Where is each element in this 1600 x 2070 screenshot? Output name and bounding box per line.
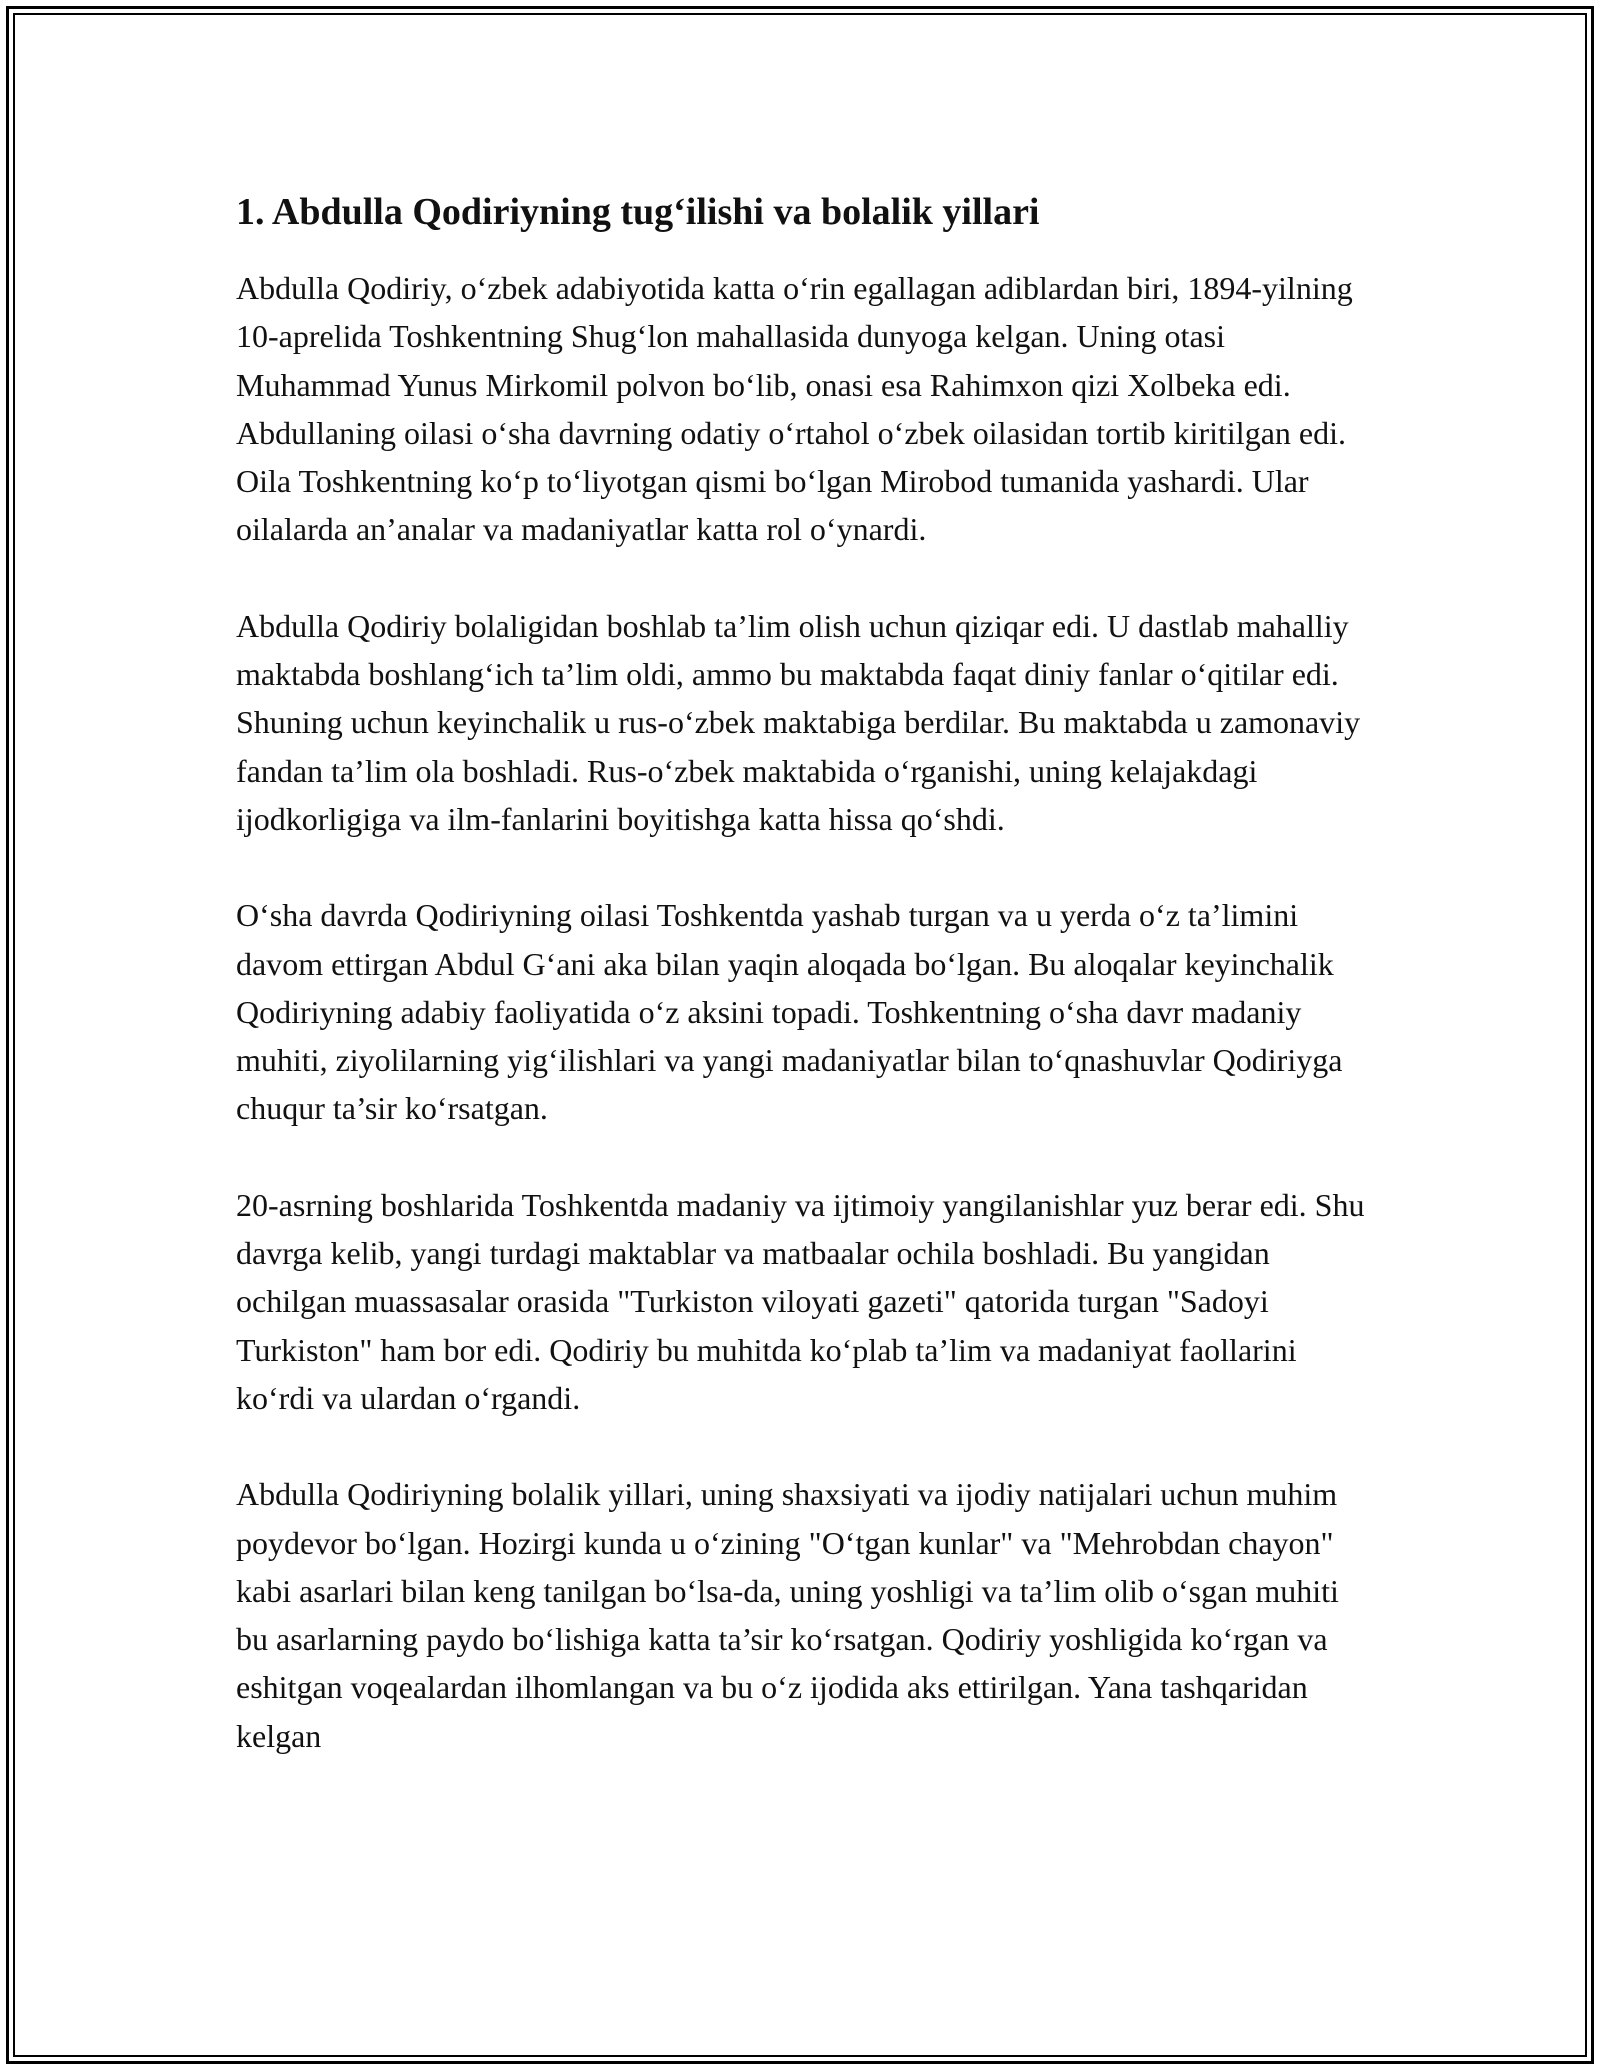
paragraph-childhood-influence: Abdulla Qodiriyning bolalik yillari, uning shaxsiyati va ijodiy natijalari uchun muhim poydevor bo‘lgan. Hozirgi kunda u o‘zining "O‘tgan kunlar" va "Mehrobdan chayon" kabi asarlari bilan keng tanilgan bo‘lsa-da, uning yoshligi va ta’lim olib o‘sgan muhiti bu asarlarning paydo bo‘lishiga katta ta’sir ko‘rsatgan. Qodiriy yoshligida ko‘rgan va eshitgan voqealardan ilhomlangan va bu o‘z ijodida aks ettirilgan. Yana tashqaridan kelgan [236,1476,1339,1754]
paragraph-family-ties: O‘sha davrda Qodiriyning oilasi Toshkentda yashab turgan va u yerda o‘z ta’limini davom ettirgan Abdul G‘ani aka bilan yaqin aloqada bo‘lgan. Bu aloqalar keyinchalik Qodiriyning adabiy faoliyatida o‘z aksini topadi. Toshkentning o‘sha davr madaniy muhiti, ziyolilarning yig‘ilishlari va yangi madaniyatlar bilan to‘qnashuvlar Qodiriyga chuqur ta’sir ko‘rsatgan. [236,897,1343,1127]
paragraph-education: Abdulla Qodiriy bolaligidan boshlab ta’lim olish uchun qiziqar edi. U dastlab mahalliy maktabda boshlang‘ich ta’lim oldi, ammo bu maktabda faqat diniy fanlar o‘qitilar edi. Shuning uchun keyinchalik u rus-o‘zbek maktabiga berdilar. Bu maktabda u zamonaviy fandan ta’lim ola boshladi. Rus-o‘zbek maktabida o‘rganishi, uning kelajakdagi ijodkorligiga va ilm-fanlarini boyitishga katta hissa qo‘shdi. [236,607,1361,837]
paragraph-birth: Abdulla Qodiriy, o‘zbek adabiyotida katta o‘rin egallagan adiblardan biri, 1894-yilning 10-aprelida Toshkentning Shug‘lon mahallasida dunyoga kelgan. Uning otasi Muhammad Yunus Mirkomil polvon bo‘lib, onasi esa Rahimxon qizi Xolbeka edi. Abdullaning oilasi o‘sha davrning odatiy o‘rtahol o‘zbek oilasidan tortib kiritilgan edi. Oila Toshkentning ko‘p to‘liyotgan qismi bo‘lgan Mirobod tumanida yashardi. Ular oilalarda an’analar va madaniyatlar katta rol o‘ynardi. [236,270,1353,548]
paragraph-cultural-renewal: 20-asrning boshlarida Toshkentda madaniy va ijtimoiy yangilanishlar yuz berar edi. Shu davrga kelib, yangi turdagi maktablar va matbaalar ochila boshladi. Bu yangidan ochilgan muassasalar orasida "Turkiston viloyati gazeti" qatorida turgan "Sadoyi Turkiston" ham bor edi. Qodiriy bu muhitda ko‘plab ta’lim va madaniyat faollarini ko‘rdi va ulardan o‘rgandi. [236,1186,1365,1416]
section-heading: 1. Abdulla Qodiriyning tug‘ilishi va bolalik yillari [236,191,1040,233]
document-body [236,186,1366,1760]
